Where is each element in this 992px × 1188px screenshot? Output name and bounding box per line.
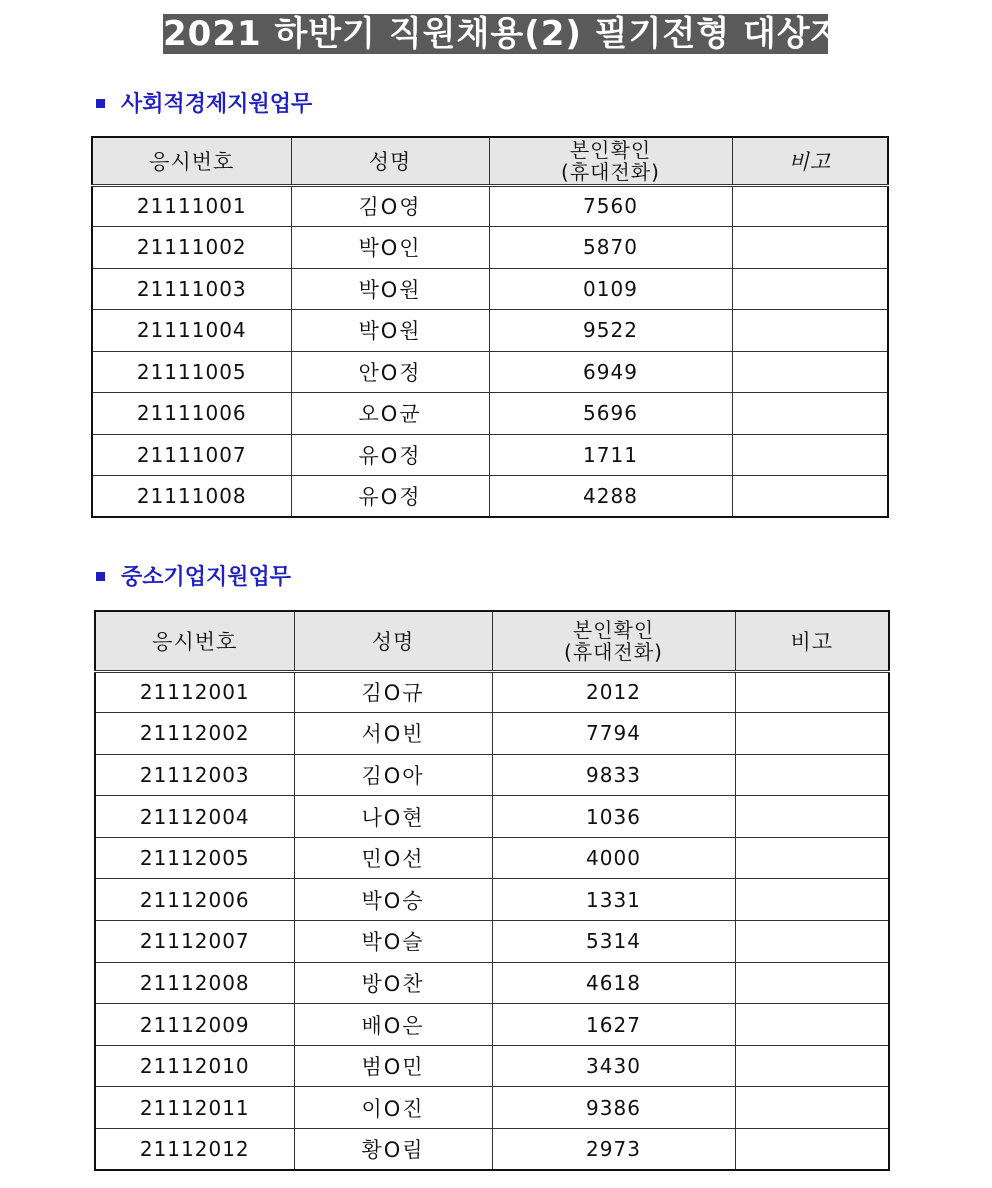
- phone-digits-cell: 2973: [492, 1129, 735, 1171]
- table-row: [95, 796, 889, 838]
- table-row: [95, 713, 889, 755]
- square-bullet-icon: [96, 572, 105, 581]
- applicant-id-cell: 21112001: [95, 671, 294, 713]
- phone-digits-cell: 2012: [492, 671, 735, 713]
- applicant-name-cell: 유O정: [291, 476, 489, 518]
- phone-digits-cell: 1331: [492, 879, 735, 921]
- applicant-id-cell: 21112004: [95, 796, 294, 838]
- note-cell: [735, 1045, 889, 1087]
- applicant-name-cell: 민O선: [294, 837, 492, 879]
- applicant-name-cell: 방O찬: [294, 962, 492, 1004]
- applicant-name-cell: 안O정: [291, 351, 489, 393]
- table-row: [92, 185, 888, 227]
- phone-digits-cell: 5696: [489, 393, 732, 435]
- applicant-name-cell: 황O림: [294, 1129, 492, 1171]
- phone-digits-cell: 4618: [492, 962, 735, 1004]
- note-cell: [735, 1129, 889, 1171]
- table-row: [95, 879, 889, 921]
- note-cell: [735, 713, 889, 755]
- applicant-name-cell: 박O인: [291, 227, 489, 269]
- phone-digits-cell: 1627: [492, 1004, 735, 1046]
- applicant-name-cell: 박O원: [291, 268, 489, 310]
- column-header-note: 비고: [735, 611, 889, 671]
- applicant-name-cell: 범O민: [294, 1045, 492, 1087]
- applicant-id-cell: 21112010: [95, 1045, 294, 1087]
- applicant-id-cell: 21112008: [95, 962, 294, 1004]
- note-cell: [735, 796, 889, 838]
- phone-digits-cell: 7794: [492, 713, 735, 755]
- applicant-name-cell: 박O승: [294, 879, 492, 921]
- table-row: [95, 671, 889, 713]
- applicant-id-cell: 21112003: [95, 754, 294, 796]
- applicant-name-cell: 유O정: [291, 434, 489, 476]
- note-cell: [732, 393, 888, 435]
- applicant-name-cell: 박O슬: [294, 921, 492, 963]
- applicant-id-cell: 21111001: [92, 185, 291, 227]
- applicant-id-cell: 21111008: [92, 476, 291, 518]
- section-heading-social-economy: [96, 91, 312, 119]
- phone-digits-cell: 5314: [492, 921, 735, 963]
- phone-digits-cell: 1711: [489, 434, 732, 476]
- section-heading-label: 중소기업지원업무: [121, 565, 292, 590]
- note-cell: [735, 921, 889, 963]
- table-header-row: [95, 611, 889, 671]
- applicant-id-cell: 21111002: [92, 227, 291, 269]
- page-title: 2021 하반기 직원채용(2) 필기전형 대상자: [163, 14, 845, 54]
- column-header-verify-line2: (휴대전화): [564, 639, 663, 664]
- column-header-name: 성명: [294, 611, 492, 671]
- applicant-table-social-economy: [91, 136, 889, 518]
- section-heading-sme-support: [96, 564, 291, 592]
- phone-digits-cell: 9522: [489, 310, 732, 352]
- applicant-name-cell: 나O현: [294, 796, 492, 838]
- applicant-name-cell: 김O영: [291, 185, 489, 227]
- applicant-name-cell: 김O규: [294, 671, 492, 713]
- square-bullet-icon: [96, 99, 105, 108]
- phone-digits-cell: 7560: [489, 185, 732, 227]
- note-cell: [735, 1004, 889, 1046]
- column-header-verify: [492, 611, 735, 671]
- note-cell: [732, 185, 888, 227]
- applicant-id-cell: 21111004: [92, 310, 291, 352]
- table-row: [92, 476, 888, 518]
- applicant-id-cell: 21111006: [92, 393, 291, 435]
- column-header-id: 응시번호: [92, 137, 291, 185]
- column-header-verify-line1: 본인확인: [572, 617, 655, 642]
- applicant-name-cell: 이O진: [294, 1087, 492, 1129]
- table-row: [92, 310, 888, 352]
- applicant-id-cell: 21111005: [92, 351, 291, 393]
- column-header-verify-line2: (휴대전화): [561, 159, 660, 184]
- note-cell: [732, 310, 888, 352]
- applicant-name-cell: 김O아: [294, 754, 492, 796]
- note-cell: [732, 434, 888, 476]
- applicant-id-cell: 21112006: [95, 879, 294, 921]
- table-row: [95, 1045, 889, 1087]
- column-header-name: 성명: [291, 137, 489, 185]
- column-header-note: 비고: [732, 137, 888, 185]
- table-row: [95, 837, 889, 879]
- phone-digits-cell: 9386: [492, 1087, 735, 1129]
- applicant-name-cell: 오O균: [291, 393, 489, 435]
- column-header-verify: [489, 137, 732, 185]
- table-row: [95, 921, 889, 963]
- table-row: [92, 351, 888, 393]
- note-cell: [732, 351, 888, 393]
- note-cell: [735, 754, 889, 796]
- phone-digits-cell: 4288: [489, 476, 732, 518]
- note-cell: [735, 962, 889, 1004]
- table-row: [95, 962, 889, 1004]
- note-cell: [735, 671, 889, 713]
- applicant-name-cell: 서O빈: [294, 713, 492, 755]
- section-heading-label: 사회적경제지원업무: [121, 92, 313, 117]
- column-header-verify-line1: 본인확인: [569, 137, 652, 162]
- phone-digits-cell: 4000: [492, 837, 735, 879]
- phone-digits-cell: 5870: [489, 227, 732, 269]
- table-header-row: [92, 137, 888, 185]
- applicant-id-cell: 21112007: [95, 921, 294, 963]
- phone-digits-cell: 0109: [489, 268, 732, 310]
- phone-digits-cell: 1036: [492, 796, 735, 838]
- applicant-id-cell: 21112005: [95, 837, 294, 879]
- note-cell: [735, 879, 889, 921]
- applicant-id-cell: 21112009: [95, 1004, 294, 1046]
- applicant-name-cell: 배O은: [294, 1004, 492, 1046]
- note-cell: [732, 227, 888, 269]
- note-cell: [735, 837, 889, 879]
- table-row: [95, 1087, 889, 1129]
- applicant-name-cell: 박O원: [291, 310, 489, 352]
- table-row: [92, 393, 888, 435]
- phone-digits-cell: 3430: [492, 1045, 735, 1087]
- applicant-id-cell: 21112012: [95, 1129, 294, 1171]
- applicant-id-cell: 21111007: [92, 434, 291, 476]
- applicant-table-sme-support: [94, 610, 890, 1171]
- table-row: [92, 434, 888, 476]
- note-cell: [732, 476, 888, 518]
- applicant-id-cell: 21111003: [92, 268, 291, 310]
- table-row: [92, 268, 888, 310]
- phone-digits-cell: 9833: [492, 754, 735, 796]
- table-row: [95, 754, 889, 796]
- table-row: [92, 227, 888, 269]
- note-cell: [735, 1087, 889, 1129]
- table-row: [95, 1129, 889, 1171]
- column-header-id: 응시번호: [95, 611, 294, 671]
- table-row: [95, 1004, 889, 1046]
- note-cell: [732, 268, 888, 310]
- applicant-id-cell: 21112002: [95, 713, 294, 755]
- applicant-id-cell: 21112011: [95, 1087, 294, 1129]
- phone-digits-cell: 6949: [489, 351, 732, 393]
